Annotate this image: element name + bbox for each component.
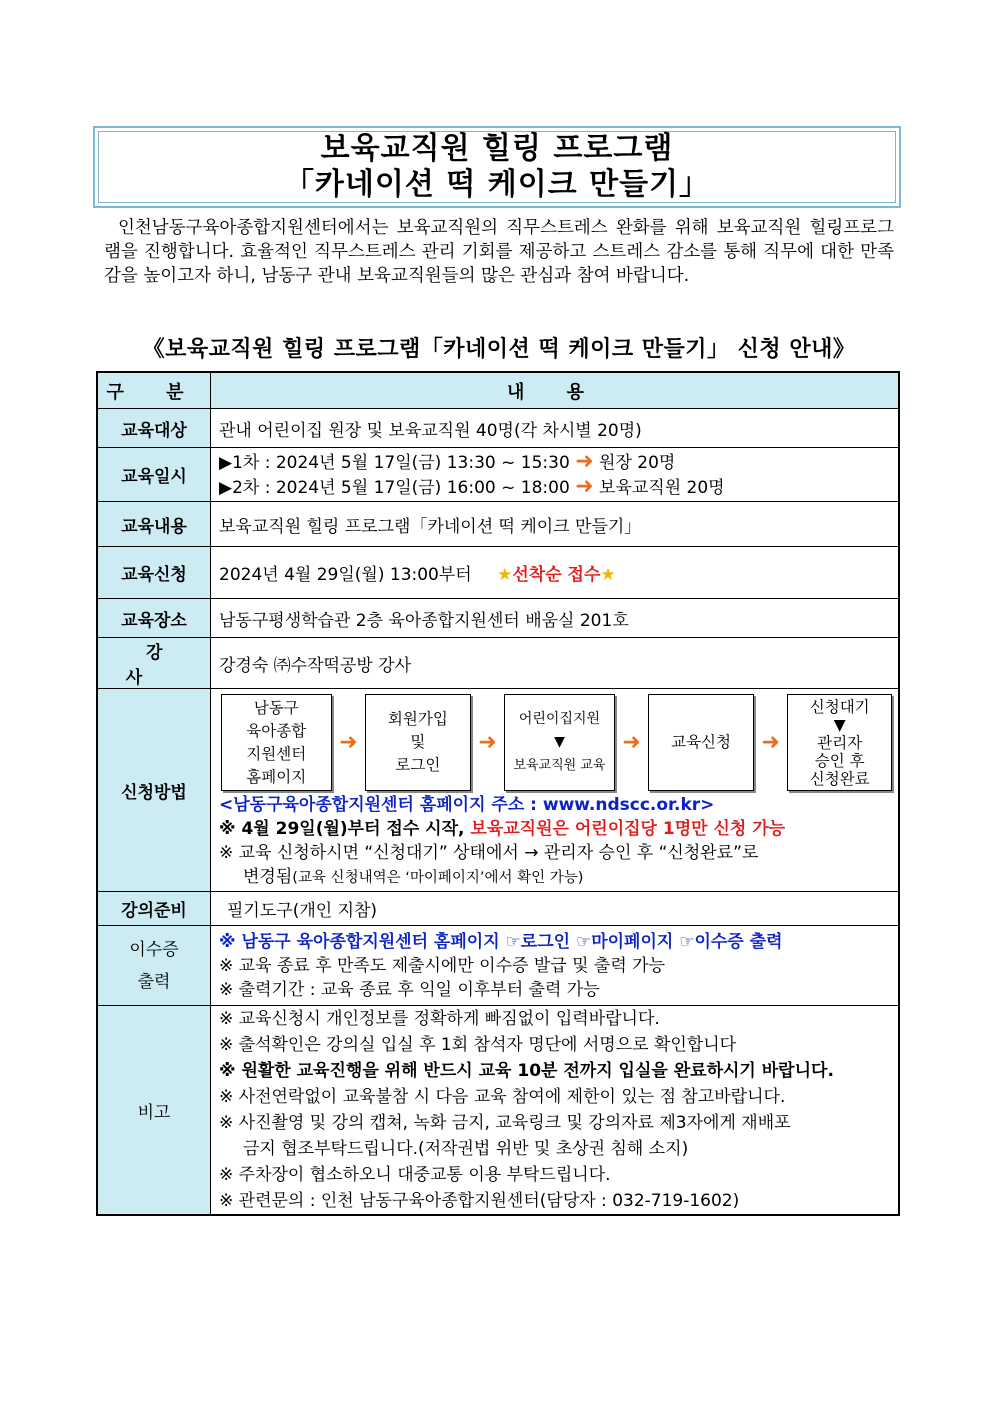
certificate-value <box>211 926 900 1006</box>
table-row <box>97 547 899 599</box>
table-row <box>97 926 899 1006</box>
method-note-2: ※ 교육 신청하시면 “신청대기” 상태에서 → 관리자 승인 후 “신청완료”로 <box>219 843 759 863</box>
triangle-down-icon: ▼ <box>833 715 846 734</box>
info-table <box>96 371 900 1216</box>
table-header-row <box>97 372 899 409</box>
title-line-1: 보육교직원 힐링 프로그램 <box>320 131 674 166</box>
title-box <box>93 126 901 208</box>
first-come-badge: 선착순 접수 <box>512 565 601 585</box>
schedule-time-1: ▶1차 : 2024년 5월 17일(금) 13:30 ~ 15:30 <box>219 452 570 473</box>
row-label-remarks: 비고 <box>97 1006 211 1216</box>
remark-note: ※ 관련문의 : 인천 남동구육아종합지원센터(담당자 : 032-719-1602) <box>219 1191 740 1211</box>
row-label-content: 교육내용 <box>97 502 211 547</box>
flow-step-apply: 교육신청 <box>648 694 754 791</box>
row-label-target: 교육대상 <box>97 409 211 448</box>
schedule-time-2: ▶2차 : 2024년 5월 17일(금) 16:00 ~ 18:00 <box>219 477 570 498</box>
flow-step-approval: 신청대기 ▼ 관리자 승인 후 신청완료 <box>787 694 892 791</box>
remark-note: 금지 협조부탁드립니다.(저작권법 위반 및 초상권 침해 소지) <box>243 1139 689 1159</box>
section-heading: 《보육교직원 힐링 프로그램「카네이션 떡 케이크 만들기」 신청 안내》 <box>142 337 856 362</box>
table-row <box>97 409 899 448</box>
table-row <box>97 638 899 689</box>
application-flow <box>219 690 892 793</box>
arrow-icon: ➜ <box>575 448 594 474</box>
remark-note: ※ 교육신청시 개인정보를 정확하게 빠짐없이 입력바랍니다. <box>219 1009 660 1029</box>
table-row <box>97 689 899 892</box>
table-row <box>97 599 899 638</box>
apply-date: 2024년 4월 29일(월) 13:00부터 <box>219 565 472 585</box>
remark-note: ※ 사진촬영 및 강의 캡쳐, 녹화 금지, 교육링크 및 강의자료 제3자에게 재배포 <box>219 1113 791 1133</box>
arrow-icon: ➜ <box>575 473 594 499</box>
star-icon: ★ <box>600 565 616 585</box>
header-content: 내 용 <box>211 372 900 409</box>
header-label: 구 분 <box>97 372 211 409</box>
table-row <box>97 448 899 502</box>
triangle-down-icon: ▼ <box>554 734 565 750</box>
schedule-who-2: 보육교직원 20명 <box>599 477 725 498</box>
row-label-schedule: 교육일시 <box>97 448 211 502</box>
content-value: 보육교직원 힐링 프로그램「카네이션 떡 케이크 만들기」 <box>211 502 900 547</box>
table-row <box>97 1006 899 1216</box>
row-label-instructor: 강 사 <box>97 638 211 689</box>
target-value: 관내 어린이집 원장 및 보육교직원 40명(각 차시별 20명) <box>211 409 900 448</box>
schedule-who-1: 원장 20명 <box>599 452 676 473</box>
arrow-right-icon: ➜ <box>339 730 358 755</box>
remark-note: ※ 주차장이 협소하오니 대중교통 이용 부탁드립니다. <box>219 1165 611 1185</box>
schedule-line-1 <box>219 450 890 475</box>
row-label-prep: 강의준비 <box>97 892 211 926</box>
flow-step-login: 회원가입 및 로그인 <box>365 694 471 791</box>
certificate-note-1: ※ 남동구 육아종합지원센터 홈페이지 ☞로그인 ☞마이페이지 ☞이수증 출력 <box>219 931 783 952</box>
flow-step-homepage: 남동구 육아종합 지원센터 홈페이지 <box>221 694 332 791</box>
remark-note: ※ 원활한 교육진행을 위해 반드시 교육 10분 전까지 입실을 완료하시기 바랍니다. <box>219 1061 834 1081</box>
title-line-2: 「카네이션 떡 케이크 만들기」 <box>283 167 711 202</box>
homepage-address: <남동구육아종합지원센터 홈페이지 주소 : www.ndscc.or.kr> <box>219 795 715 815</box>
method-value <box>211 689 900 892</box>
prep-value: 필기도구(개인 지참) <box>211 892 900 926</box>
table-row <box>97 502 899 547</box>
arrow-right-icon: ➜ <box>622 730 641 755</box>
remarks-value <box>211 1006 900 1216</box>
row-label-apply: 교육신청 <box>97 547 211 599</box>
place-value: 남동구평생학습관 2층 육아종합지원센터 배움실 201호 <box>211 599 900 638</box>
row-label-certificate: 이수증 출력 <box>97 926 211 1006</box>
remark-note: ※ 사전연락없이 교육불참 시 다음 교육 참여에 제한이 있는 점 참고바랍니다. <box>219 1087 786 1107</box>
row-label-method: 신청방법 <box>97 689 211 892</box>
schedule-line-2 <box>219 475 890 500</box>
certificate-note-3: ※ 출력기간 : 교육 종료 후 익일 이후부터 출력 가능 <box>219 979 600 1000</box>
remark-note: ※ 출석확인은 강의실 입실 후 1회 참석자 명단에 서명으로 확인합니다 <box>219 1035 737 1055</box>
method-note-1: ※ 4월 29일(월)부터 접수 시작, 보육교직원은 어린이집당 1명만 신청 가능 <box>219 819 786 839</box>
method-note-2b: 변경됨(교육 신청내역은 ‘마이페이지’에서 확인 가능) <box>243 867 584 887</box>
title-inner <box>98 131 896 203</box>
schedule-value <box>211 448 900 502</box>
table-row <box>97 892 899 926</box>
arrow-right-icon: ➜ <box>478 730 497 755</box>
apply-value <box>211 547 900 599</box>
star-icon: ★ <box>497 565 513 585</box>
instructor-value: 강경숙 ㈜수작떡공방 강사 <box>211 638 900 689</box>
intro-paragraph: 인천남동구육아종합지원센터에서는 보육교직원의 직무스트레스 완화를 위해 보육교직원 힐링프로그램을 진행합니다. 효율적인 직무스트레스 관리 기회를 제공하고 스트레스 감소를 통해 직무에 대한 만족감을 높이고자 하니, 남동구 관내 보육교직원들의 많은 관심과 참여 바랍니다. <box>104 218 894 286</box>
row-label-place: 교육장소 <box>97 599 211 638</box>
certificate-note-2: ※ 교육 종료 후 만족도 제출시에만 이수증 발급 및 출력 가능 <box>219 955 665 976</box>
arrow-right-icon: ➜ <box>761 730 780 755</box>
flow-step-daycare-support: 어린이집지원 ▼ 보육교직원 교육 <box>504 694 615 791</box>
